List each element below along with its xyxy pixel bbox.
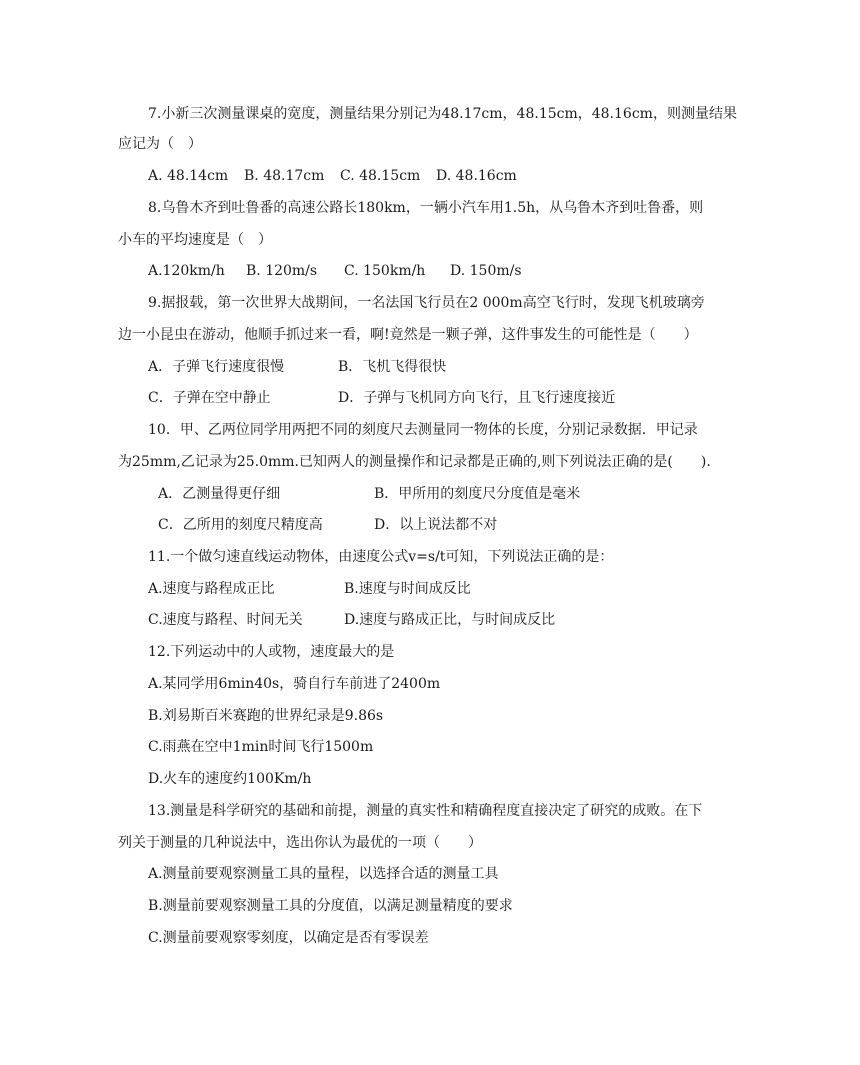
question-10-line-1: 10．甲、乙两位同学用两把不同的刻度尺去测量同一物体的长度，分别记录数据．甲记录 [148, 422, 698, 438]
option-b: B．飞机飞得很快 [338, 359, 447, 375]
option-d: D．以上说法都不对 [374, 517, 498, 533]
option-d: D. 48.16cm [436, 168, 517, 184]
question-13-line-2: 列关于测量的几种说法中，选出你认为最优的一项（ ） [118, 835, 482, 851]
question-7-line-1: 7.小新三次测量课桌的宽度，测量结果分别记为48.17cm，48.15cm，48.16cm，则测量结果 [148, 106, 737, 122]
option-d: D．子弹与飞机同方向飞行，且飞行速度接近 [338, 390, 616, 406]
question-9-options-row-1 [148, 357, 788, 377]
question-10-line-2: 为25mm,乙记录为25.0mm.已知两人的测量操作和记录都是正确的,则下列说法正确的是( ). [118, 454, 711, 470]
question-12-option-a: A.某同学用6min40s，骑自行车前进了2400m [148, 676, 441, 692]
option-a: A．乙测量得更仔细 [158, 486, 281, 502]
option-c: C.速度与路程、时间无关 [148, 612, 303, 628]
option-c: C. 150km/h [344, 263, 426, 279]
question-8-options [148, 261, 788, 281]
option-b: B. 48.17cm [244, 168, 325, 184]
question-12-option-d: D.火车的速度约100Km/h [148, 771, 312, 787]
option-c: C. 48.15cm [340, 168, 421, 184]
option-b: B．甲所用的刻度尺分度值是毫米 [374, 486, 581, 502]
question-7-line-2: 应记为（ ） [118, 136, 202, 152]
option-c: C．子弹在空中静止 [148, 390, 271, 406]
question-12-line-1: 12.下列运动中的人或物，速度最大的是 [148, 644, 395, 660]
question-9-line-1: 9.据报载，第一次世界大战期间，一名法国飞行员在2 000m高空飞行时，发现飞机玻璃旁 [148, 295, 705, 311]
question-13-line-1: 13.测量是科学研究的基础和前提，测量的真实性和精确程度直接决定了研究的成败。在下 [148, 803, 703, 819]
question-13-option-c: C.测量前要观察零刻度，以确定是否有零误差 [148, 930, 429, 946]
question-12-option-c: C.雨燕在空中1min时间飞行1500m [148, 739, 374, 755]
option-c: C．乙所用的刻度尺精度高 [158, 517, 323, 533]
question-7-options [148, 166, 788, 186]
question-8-line-1: 8.乌鲁木齐到吐鲁番的高速公路长180km，一辆小汽车用1.5h，从乌鲁木齐到吐鲁番，则 [148, 200, 704, 216]
question-10-options-row-2 [158, 515, 798, 535]
question-8-line-2: 小车的平均速度是（ ） [118, 232, 272, 248]
option-a: A．子弹飞行速度很慢 [148, 359, 285, 375]
option-d: D.速度与路成正比，与时间成反比 [344, 612, 556, 628]
option-d: D. 150m/s [450, 263, 522, 279]
question-9-options-row-2 [148, 388, 788, 408]
question-9-line-2: 边一小昆虫在游动，他顺手抓过来一看，啊!竟然是一颗子弹，这件事发生的可能性是（ ） [118, 327, 698, 343]
option-a: A.速度与路程成正比 [148, 581, 275, 597]
question-11-line-1: 11.一个做匀速直线运动物体，由速度公式v=s/t可知，下列说法正确的是： [148, 549, 614, 565]
option-b: B. 120m/s [246, 263, 318, 279]
option-b: B.速度与时间成反比 [344, 581, 471, 597]
option-a: A.120km/h [148, 263, 225, 279]
option-a: A. 48.14cm [148, 168, 229, 184]
question-11-options-row-1 [148, 579, 788, 599]
question-13-option-b: B.测量前要观察测量工具的分度值，以满足测量精度的要求 [148, 898, 513, 914]
question-13-option-a: A.测量前要观察测量工具的量程，以选择合适的测量工具 [148, 866, 499, 882]
question-10-options-row-1 [158, 484, 798, 504]
question-11-options-row-2 [148, 610, 788, 630]
question-12-option-b: B.刘易斯百米赛跑的世界纪录是9.86s [148, 708, 384, 724]
